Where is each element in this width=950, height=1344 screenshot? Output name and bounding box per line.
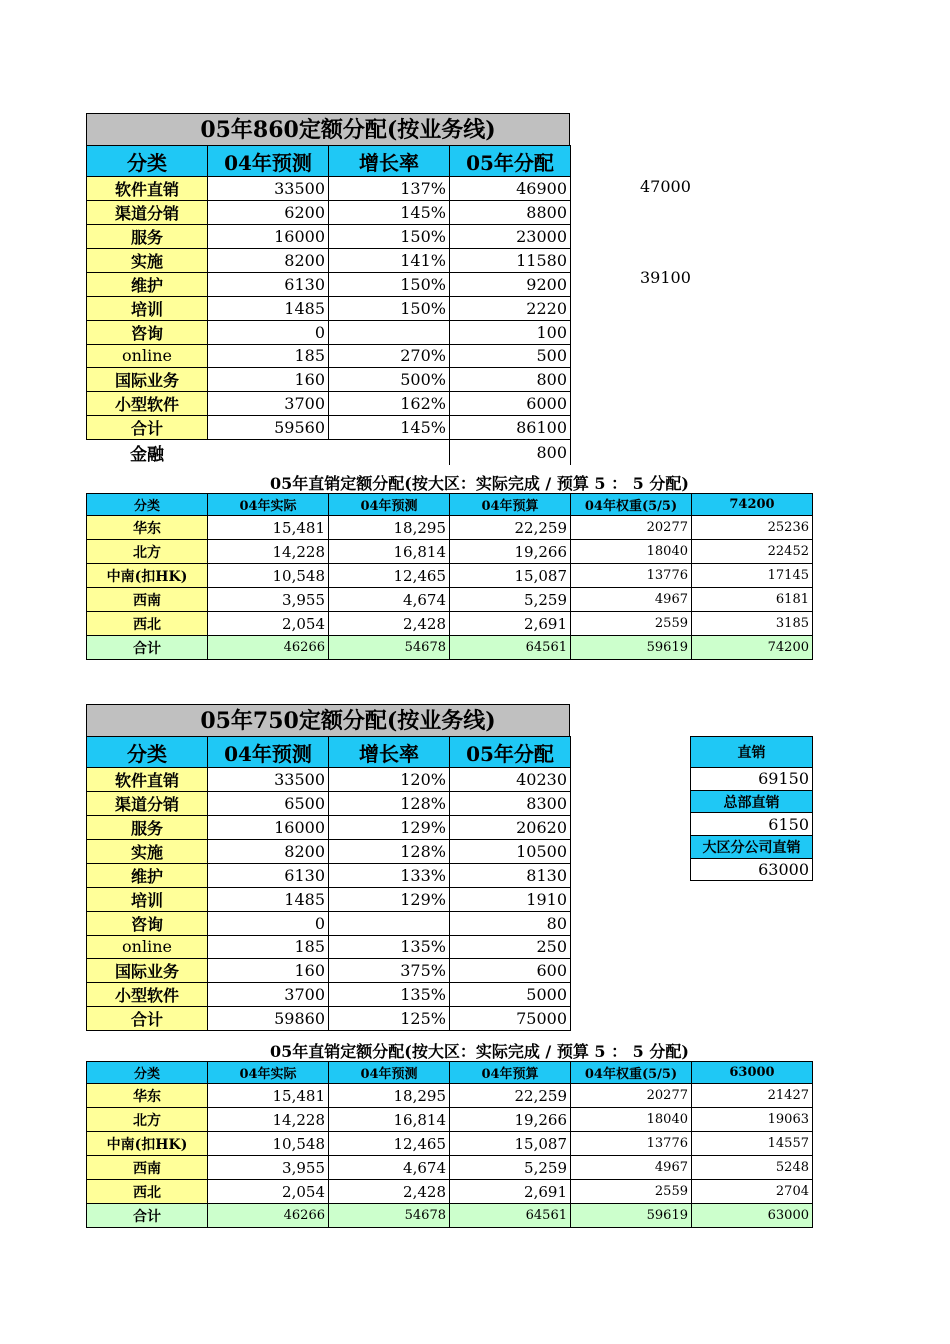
cell: 100: [450, 321, 571, 345]
cell: 16,814: [329, 540, 450, 564]
header-cell: 04年预测: [208, 146, 329, 177]
table-header-row: [87, 1062, 813, 1084]
table-row: [87, 1084, 813, 1108]
cell: 12,465: [329, 1132, 450, 1156]
cell: 1910: [450, 888, 571, 912]
table-row: [87, 367, 571, 391]
side-value-row: [691, 858, 813, 881]
section1-table: [86, 145, 571, 465]
cell: 12,465: [329, 564, 450, 588]
header-cell: 04年实际: [208, 494, 329, 516]
side-value-row: [691, 813, 813, 836]
cell: 18,295: [329, 516, 450, 540]
category-cell: 西南: [87, 1156, 208, 1180]
cell: 17145: [692, 564, 813, 588]
cell: 128%: [329, 840, 450, 864]
table-row: [87, 321, 571, 345]
cell: 46900: [450, 177, 571, 201]
cell: 5000: [450, 982, 571, 1006]
table-row: [87, 225, 571, 249]
table-row: [87, 816, 571, 840]
cell: 150%: [329, 225, 450, 249]
cell: 11580: [450, 249, 571, 273]
category-cell: 渠道分销: [87, 201, 208, 225]
cell: 129%: [329, 888, 450, 912]
table-header-row: [87, 737, 571, 768]
header-cell: 分类: [87, 1062, 208, 1084]
category-cell: 金融: [130, 444, 164, 465]
table-row: [87, 958, 571, 982]
table-row: [87, 1180, 813, 1204]
cell: 10,548: [208, 1132, 329, 1156]
cell: 5248: [692, 1156, 813, 1180]
table-row: [87, 1132, 813, 1156]
total-row: [87, 1204, 813, 1228]
side-header-row: [691, 790, 813, 813]
cell: [329, 912, 450, 936]
cell: 0: [208, 912, 329, 936]
cell: 13776: [571, 1132, 692, 1156]
cell: 800: [450, 439, 571, 465]
cell: 6130: [208, 273, 329, 297]
category-cell: 咨询: [87, 912, 208, 936]
cell: 4967: [571, 1156, 692, 1180]
table-row: [87, 297, 571, 321]
cell: [208, 439, 329, 465]
cell: 160: [208, 958, 329, 982]
cell: 63000: [692, 1204, 813, 1228]
side-header-row: [691, 737, 813, 768]
cell: 2,691: [450, 612, 571, 636]
category-cell: 中南(扣HK): [87, 1132, 208, 1156]
cell: 64561: [450, 1204, 571, 1228]
cell: 21427: [692, 1084, 813, 1108]
table-row: [87, 249, 571, 273]
cell: 3700: [208, 391, 329, 415]
cell: 14,228: [208, 540, 329, 564]
cell: 6130: [208, 864, 329, 888]
cell: 15,087: [450, 564, 571, 588]
cell: 3,955: [208, 1156, 329, 1180]
category-cell: 软件直销: [87, 768, 208, 792]
cell: 375%: [329, 958, 450, 982]
table-header-row: [87, 494, 813, 516]
cell: 54678: [329, 636, 450, 660]
cell: 13776: [571, 564, 692, 588]
header-cell: 04年权重(5/5): [571, 494, 692, 516]
header-cell: 分类: [87, 494, 208, 516]
cell: 19063: [692, 1108, 813, 1132]
table-row: [87, 612, 813, 636]
total-row: [87, 1006, 571, 1030]
cell: 137%: [329, 177, 450, 201]
header-cell: 04年实际: [208, 1062, 329, 1084]
cell: 3700: [208, 982, 329, 1006]
cell: 500%: [329, 367, 450, 391]
cell: 8300: [450, 792, 571, 816]
cell: 22,259: [450, 516, 571, 540]
table-row: [87, 1156, 813, 1180]
cell: 5,259: [450, 1156, 571, 1180]
hq-direct-sales-label: 总部直销: [691, 790, 813, 813]
cell: 18040: [571, 540, 692, 564]
cell: 6200: [208, 201, 329, 225]
direct-sales-value: 69150: [691, 768, 813, 791]
cell: 6181: [692, 588, 813, 612]
side-value-1: 47000: [640, 177, 691, 196]
category-cell: 合计: [87, 1006, 208, 1030]
cell: 75000: [450, 1006, 571, 1030]
section2-table: [86, 736, 571, 1031]
table-row: [87, 840, 571, 864]
cell: 14,228: [208, 1108, 329, 1132]
cell: 15,481: [208, 1084, 329, 1108]
header-cell: 63000: [692, 1062, 813, 1084]
cell: 59860: [208, 1006, 329, 1030]
category-cell: 服务: [87, 225, 208, 249]
extra-row: [87, 439, 571, 465]
header-cell: 74200: [692, 494, 813, 516]
cell: 145%: [329, 201, 450, 225]
category-cell: 华东: [87, 516, 208, 540]
table-row: [87, 982, 571, 1006]
cell: 2,691: [450, 1180, 571, 1204]
cell: 145%: [329, 415, 450, 439]
table-row: [87, 273, 571, 297]
cell: 160: [208, 367, 329, 391]
cell: 270%: [329, 345, 450, 368]
table-row: [87, 516, 813, 540]
header-cell: 04年权重(5/5): [571, 1062, 692, 1084]
table-row: [87, 1108, 813, 1132]
cell: 59560: [208, 415, 329, 439]
header-cell: 04年预测: [208, 737, 329, 768]
cell: 2,428: [329, 612, 450, 636]
category-cell: 小型软件: [87, 982, 208, 1006]
cell: 46266: [208, 636, 329, 660]
cell: 18040: [571, 1108, 692, 1132]
regional-direct-sales-label: 大区分公司直销: [691, 836, 813, 859]
table-row: [87, 792, 571, 816]
cell: 800: [450, 367, 571, 391]
cell: 3,955: [208, 588, 329, 612]
cell: 20620: [450, 816, 571, 840]
table-row: [87, 540, 813, 564]
side-value-2: 39100: [640, 268, 691, 287]
cell: [329, 439, 450, 465]
cell: 64561: [450, 636, 571, 660]
cell: 20277: [571, 516, 692, 540]
cell: 54678: [329, 1204, 450, 1228]
cell: 128%: [329, 792, 450, 816]
side-value-row: [691, 768, 813, 791]
cell: 2,428: [329, 1180, 450, 1204]
category-cell: 国际业务: [87, 367, 208, 391]
cell: 74200: [692, 636, 813, 660]
cell: 125%: [329, 1006, 450, 1030]
cell: 129%: [329, 816, 450, 840]
cell: 1485: [208, 297, 329, 321]
header-cell: 增长率: [329, 737, 450, 768]
category-cell: 小型软件: [87, 391, 208, 415]
cell: 135%: [329, 936, 450, 959]
cell: 9200: [450, 273, 571, 297]
direct-sales-label: 直销: [691, 737, 813, 768]
region2-title: 05年直销定额分配(按大区：实际完成 / 预算 5 ： 5 分配): [270, 1042, 689, 1061]
category-cell: 维护: [87, 864, 208, 888]
category-cell: 培训: [87, 888, 208, 912]
header-cell: 05年分配: [450, 146, 571, 177]
cell: 185: [208, 936, 329, 959]
cell: 1485: [208, 888, 329, 912]
region2-table: [86, 1061, 813, 1228]
category-cell: 华东: [87, 1084, 208, 1108]
category-cell: 渠道分销: [87, 792, 208, 816]
cell: 250: [450, 936, 571, 959]
cell: 22,259: [450, 1084, 571, 1108]
cell: 2559: [571, 612, 692, 636]
side-header-row: [691, 836, 813, 859]
total-row: [87, 636, 813, 660]
cell: 3185: [692, 612, 813, 636]
cell: 0: [208, 321, 329, 345]
table-row: [87, 564, 813, 588]
category-cell: 中南(扣HK): [87, 564, 208, 588]
header-cell: 04年预算: [450, 494, 571, 516]
cell: 59619: [571, 1204, 692, 1228]
cell: 135%: [329, 982, 450, 1006]
header-cell: 分类: [87, 146, 208, 177]
table-row: [87, 588, 813, 612]
category-cell: 西北: [87, 612, 208, 636]
table-row: [87, 888, 571, 912]
direct-sales-side-table: [690, 736, 813, 881]
cell: 8200: [208, 840, 329, 864]
header-cell: 04年预测: [329, 494, 450, 516]
cell: 500: [450, 345, 571, 368]
category-cell: 维护: [87, 273, 208, 297]
table-row: [87, 912, 571, 936]
region1-table: [86, 493, 813, 660]
cell: 23000: [450, 225, 571, 249]
cell: 2,054: [208, 612, 329, 636]
header-cell: 04年预算: [450, 1062, 571, 1084]
cell: 2,054: [208, 1180, 329, 1204]
category-cell: 国际业务: [87, 958, 208, 982]
cell: 4,674: [329, 1156, 450, 1180]
cell: 141%: [329, 249, 450, 273]
table-row: [87, 391, 571, 415]
cell: 120%: [329, 768, 450, 792]
cell: 59619: [571, 636, 692, 660]
cell: 600: [450, 958, 571, 982]
category-cell: online: [87, 345, 208, 368]
cell: 2559: [571, 1180, 692, 1204]
cell: 10500: [450, 840, 571, 864]
cell: 8200: [208, 249, 329, 273]
table-row: [87, 768, 571, 792]
cell: 14557: [692, 1132, 813, 1156]
section1-title: 05年860定额分配(按业务线): [86, 113, 570, 146]
category-cell: 北方: [87, 1108, 208, 1132]
cell: 19,266: [450, 540, 571, 564]
cell: 10,548: [208, 564, 329, 588]
cell: 5,259: [450, 588, 571, 612]
table-row: [87, 177, 571, 201]
table-row: [87, 201, 571, 225]
category-cell: 西北: [87, 1180, 208, 1204]
header-cell: 分类: [87, 737, 208, 768]
cell: 8800: [450, 201, 571, 225]
header-cell: 增长率: [329, 146, 450, 177]
cell: 40230: [450, 768, 571, 792]
header-cell: 04年预测: [329, 1062, 450, 1084]
cell: 16000: [208, 225, 329, 249]
section2-title: 05年750定额分配(按业务线): [86, 704, 570, 737]
cell: 33500: [208, 768, 329, 792]
cell: 4,674: [329, 588, 450, 612]
cell: 25236: [692, 516, 813, 540]
cell: 33500: [208, 177, 329, 201]
cell: 185: [208, 345, 329, 368]
cell: 15,481: [208, 516, 329, 540]
cell: 150%: [329, 297, 450, 321]
regional-direct-sales-value: 63000: [691, 858, 813, 881]
cell: 16000: [208, 816, 329, 840]
region1-title: 05年直销定额分配(按大区：实际完成 / 预算 5 ： 5 分配): [270, 474, 689, 493]
table-row: [87, 936, 571, 959]
cell: 2704: [692, 1180, 813, 1204]
cell: 20277: [571, 1084, 692, 1108]
cell: 6500: [208, 792, 329, 816]
table-row: [87, 345, 571, 368]
category-cell: 服务: [87, 816, 208, 840]
total-row: [87, 415, 571, 439]
cell: 22452: [692, 540, 813, 564]
category-cell: 合计: [87, 636, 208, 660]
cell: 46266: [208, 1204, 329, 1228]
header-cell: 05年分配: [450, 737, 571, 768]
cell: 2220: [450, 297, 571, 321]
cell: 80: [450, 912, 571, 936]
table-row: [87, 864, 571, 888]
cell: [329, 321, 450, 345]
category-cell: 合计: [87, 415, 208, 439]
category-cell: 北方: [87, 540, 208, 564]
cell: 86100: [450, 415, 571, 439]
category-cell: online: [87, 936, 208, 959]
category-cell: 培训: [87, 297, 208, 321]
cell: 6000: [450, 391, 571, 415]
category-cell: 西南: [87, 588, 208, 612]
cell: 15,087: [450, 1132, 571, 1156]
category-cell: 实施: [87, 840, 208, 864]
category-cell: 合计: [87, 1204, 208, 1228]
cell: 19,266: [450, 1108, 571, 1132]
hq-direct-sales-value: 6150: [691, 813, 813, 836]
cell: 162%: [329, 391, 450, 415]
cell: 18,295: [329, 1084, 450, 1108]
category-cell: 软件直销: [87, 177, 208, 201]
table-header-row: [87, 146, 571, 177]
cell: 4967: [571, 588, 692, 612]
cell: 150%: [329, 273, 450, 297]
category-cell: 实施: [87, 249, 208, 273]
cell: 8130: [450, 864, 571, 888]
category-cell: 咨询: [87, 321, 208, 345]
cell: 133%: [329, 864, 450, 888]
cell: 16,814: [329, 1108, 450, 1132]
